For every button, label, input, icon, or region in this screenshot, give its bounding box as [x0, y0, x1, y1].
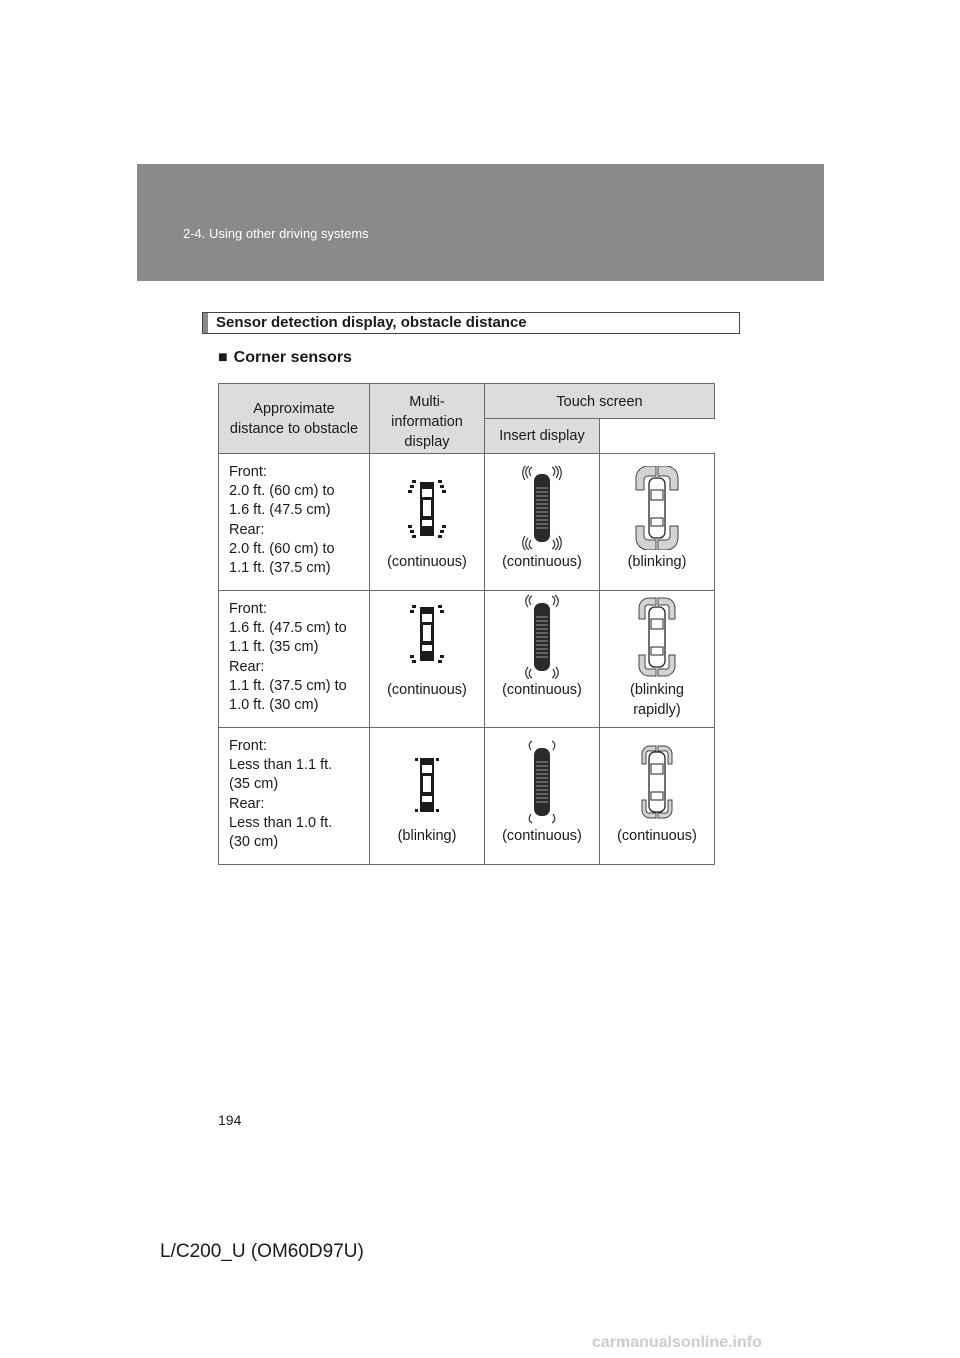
touch-screen-caption: (continuous) — [502, 682, 582, 698]
touch-car-icon — [517, 595, 567, 679]
multi-info-cell — [370, 728, 485, 865]
document-code: L/C200_U (OM60D97U) — [160, 1241, 364, 1262]
header-band — [137, 164, 824, 281]
distance-line: 1.6 ft. (47.5 cm) — [229, 502, 331, 519]
header-insert-display-label: Insert display — [499, 428, 585, 444]
page-number: 194 — [218, 1112, 242, 1128]
distance-line: Front: — [229, 601, 267, 617]
distance-line: Less than 1.0 ft. — [229, 814, 333, 831]
distance-line: Rear: — [229, 658, 265, 675]
section-title-bar — [203, 313, 208, 333]
table-row — [219, 728, 715, 865]
insert-car-icon — [632, 466, 682, 550]
header-multi-info-label: Multi- information display — [391, 394, 463, 450]
distance-cell — [219, 728, 370, 865]
multi-info-cell — [370, 454, 485, 591]
square-bullet-icon: ■ — [218, 349, 228, 366]
distance-cell — [219, 591, 370, 728]
watermark: carmanualsonline.info — [592, 1334, 762, 1351]
touch-car-icon — [517, 466, 567, 550]
multi-info-caption: (blinking) — [397, 828, 457, 844]
distance-cell — [219, 454, 370, 591]
distance-line: 1.6 ft. (47.5 cm) to — [229, 620, 347, 637]
distance-line: 1.1 ft. (35 cm) — [229, 639, 319, 656]
table-row — [219, 591, 715, 728]
touch-car-icon — [517, 740, 567, 824]
touch-screen-cell — [485, 728, 600, 865]
distance-line: Front: — [229, 464, 267, 480]
header-multi-info — [370, 384, 485, 454]
mid-car-icon — [397, 599, 457, 669]
section-title-box — [202, 312, 740, 334]
distance-line: (35 cm) — [229, 776, 279, 793]
multi-info-caption: (continuous) — [387, 682, 467, 698]
distance-line: 1.1 ft. (37.5 cm) to — [229, 677, 347, 694]
section-header-text: 2-4. Using other driving systems — [183, 226, 369, 241]
header-touch-screen-label: Touch screen — [556, 394, 643, 410]
insert-display-cell — [600, 591, 715, 728]
distance-line: Front: — [229, 738, 267, 754]
section-title: Sensor detection display, obstacle distance — [216, 314, 527, 331]
header-distance — [219, 384, 370, 454]
distance-line: 1.0 ft. (30 cm) — [229, 697, 319, 714]
mid-car-icon — [397, 750, 457, 820]
multi-info-cell — [370, 591, 485, 728]
multi-info-caption: (continuous) — [387, 554, 467, 570]
insert-car-icon — [632, 740, 682, 824]
insert-display-caption: (blinking rapidly) — [630, 682, 684, 718]
distance-line: 2.0 ft. (60 cm) to — [229, 483, 335, 500]
distance-line: (30 cm) — [229, 834, 279, 851]
touch-screen-caption: (continuous) — [502, 828, 582, 844]
subsection-title: Corner sensors — [233, 349, 352, 366]
sensor-display-table — [218, 383, 715, 865]
insert-display-cell — [600, 454, 715, 591]
header-insert-display — [485, 419, 600, 454]
distance-line: Rear: — [229, 795, 265, 812]
touch-screen-caption: (continuous) — [502, 554, 582, 570]
distance-line: 1.1 ft. (37.5 cm) — [229, 560, 331, 577]
table-row — [219, 454, 715, 591]
mid-car-icon — [397, 474, 457, 544]
insert-display-caption: (continuous) — [617, 828, 697, 844]
insert-display-caption: (blinking) — [627, 554, 687, 570]
insert-display-cell — [600, 728, 715, 865]
touch-screen-cell — [485, 591, 600, 728]
distance-line: Less than 1.1 ft. — [229, 757, 333, 774]
insert-car-icon — [632, 595, 682, 679]
header-touch-screen — [485, 384, 715, 419]
distance-line: Rear: — [229, 521, 265, 538]
subsection-heading — [218, 349, 352, 367]
header-distance-label: Approximate distance to obstacle — [229, 400, 359, 437]
distance-line: 2.0 ft. (60 cm) to — [229, 540, 335, 557]
touch-screen-cell — [485, 454, 600, 591]
